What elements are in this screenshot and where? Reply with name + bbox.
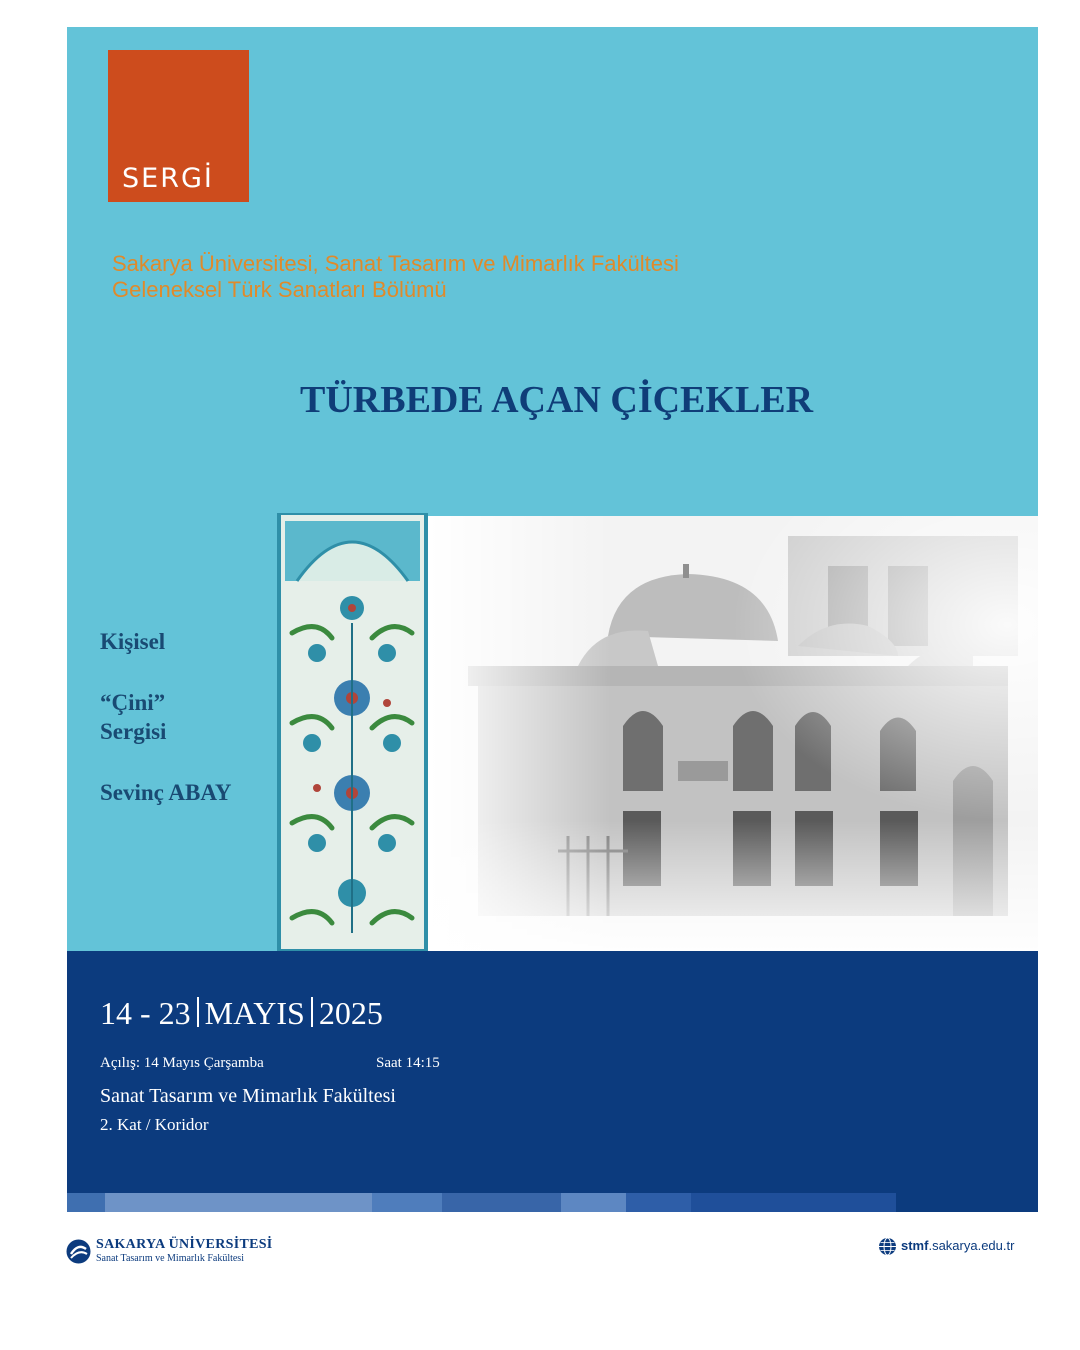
stripe-segment [561, 1193, 626, 1212]
date-separator [197, 997, 199, 1027]
footer-url-rest: .sakarya.edu.tr [928, 1238, 1015, 1253]
stripe-segment [626, 1193, 691, 1212]
date-month: MAYIS [204, 995, 305, 1031]
side-cini: “Çini” [100, 690, 166, 715]
venue-floor: 2. Kat / Koridor [100, 1115, 209, 1134]
stripe-segment [372, 1193, 442, 1212]
sergi-label: SERGİ [122, 163, 214, 194]
sergi-badge [108, 50, 249, 202]
decorative-stripe [67, 1193, 1038, 1212]
date-year: 2025 [318, 995, 383, 1031]
venue-name: Sanat Tasarım ve Mimarlık Fakültesi [100, 1085, 396, 1107]
side-kisisel: Kişisel [100, 629, 166, 654]
opening-date: Açılış: 14 Mayıs Çarşamba [100, 1055, 264, 1071]
globe-icon [878, 1237, 897, 1256]
bottom-info-band [67, 951, 1038, 1194]
exhibition-title: TÜRBEDE AÇAN ÇİÇEKLER [300, 379, 814, 421]
date-days: 14 - 23 [100, 995, 191, 1031]
stripe-segment [896, 1193, 1038, 1212]
university-logo [66, 1238, 306, 1268]
date-separator [311, 997, 313, 1027]
tile-artwork [277, 513, 428, 951]
artist-name: Sevinç ABAY [100, 780, 232, 805]
exhibition-dates [100, 995, 383, 1032]
tomb-photo [428, 516, 1038, 951]
side-sergisi: Sergisi [100, 719, 167, 744]
faculty-line-2: Geleneksel Türk Sanatları Bölümü [112, 277, 447, 302]
faculty-heading [112, 251, 679, 303]
footer-university-name: SAKARYA ÜNİVERSİTESİ [96, 1237, 273, 1252]
faculty-line-1: Sakarya Üniversitesi, Sanat Tasarım ve Mimarlık Fakültesi [112, 251, 679, 276]
stripe-segment [442, 1193, 561, 1212]
opening-time: Saat 14:15 [376, 1055, 440, 1071]
stripe-segment [105, 1193, 372, 1212]
footer-url[interactable] [901, 1238, 1014, 1253]
stripe-segment [67, 1193, 105, 1212]
university-emblem-icon [66, 1239, 91, 1264]
footer-url-bold: stmf [901, 1238, 929, 1253]
stripe-segment [691, 1193, 896, 1212]
footer-faculty-name: Sanat Tasarım ve Mimarlık Fakültesi [96, 1253, 244, 1264]
